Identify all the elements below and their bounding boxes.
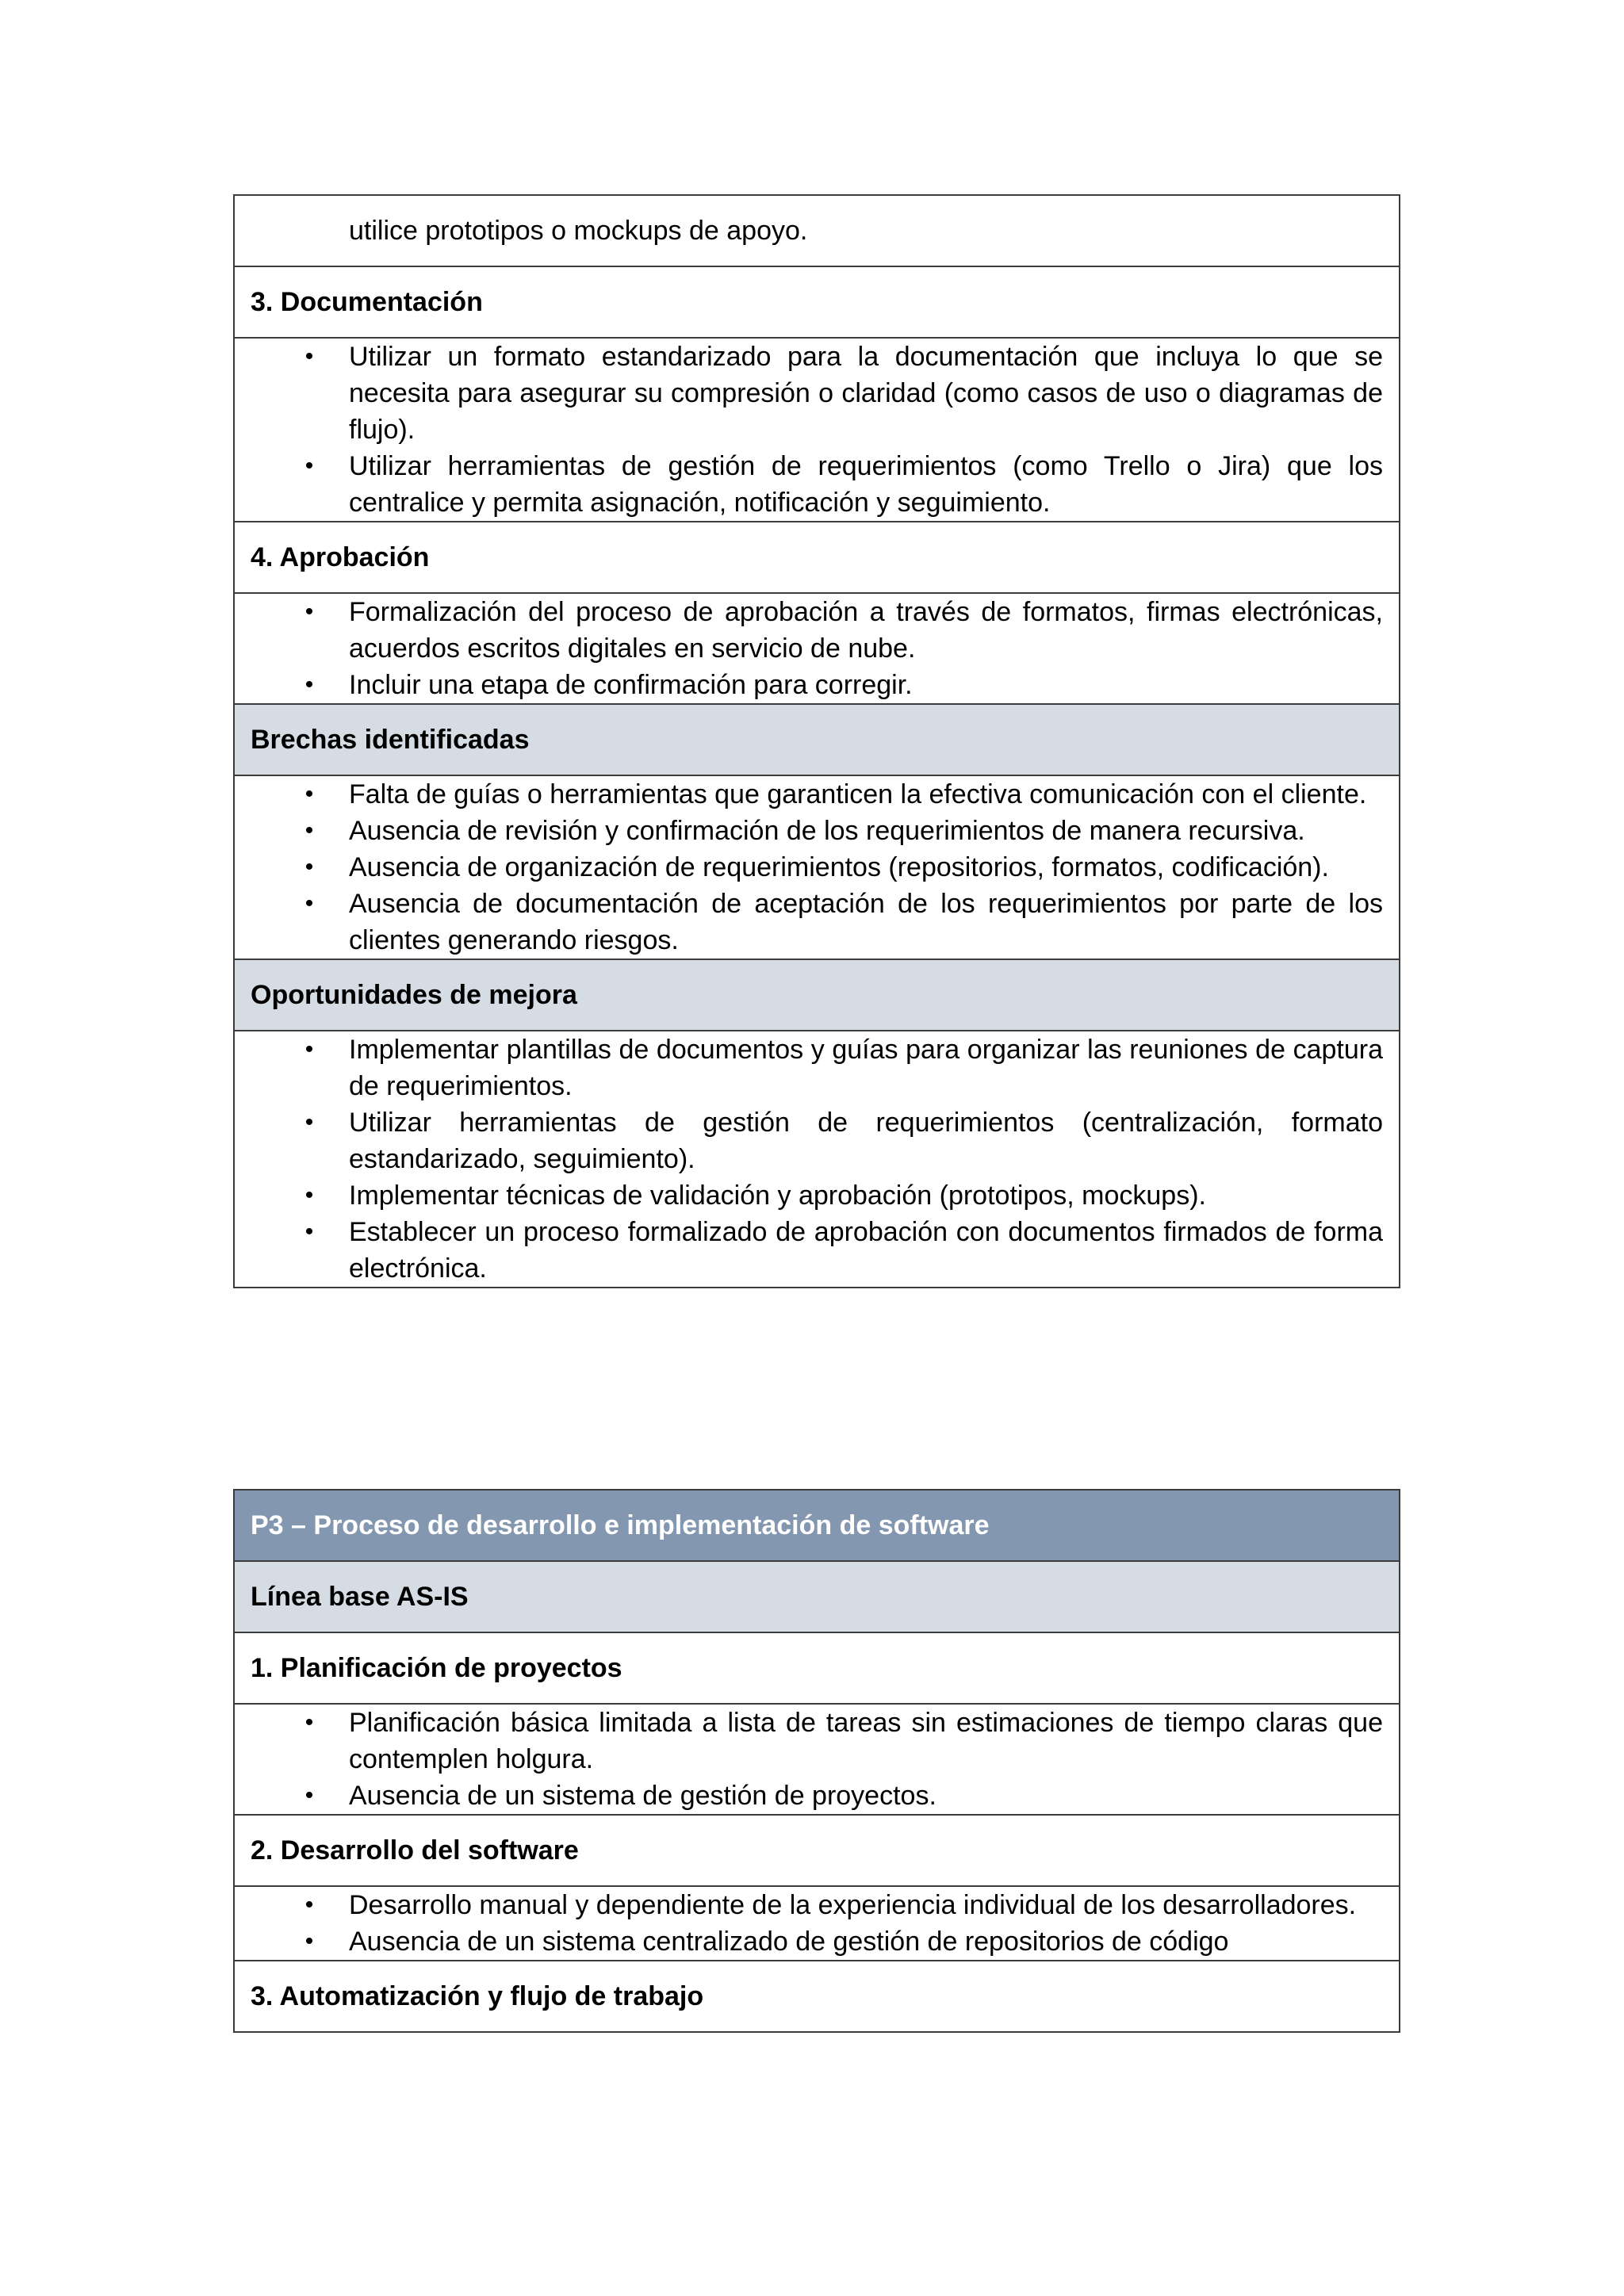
- list-item-text: Falta de guías o herramientas que garanticen la efectiva comunicación con el cliente.: [349, 779, 1367, 809]
- list-item-text: Establecer un proceso formalizado de aprobación con documentos firmados de forma electrónica.: [349, 1217, 1383, 1284]
- table-row: [234, 522, 1400, 593]
- list-item-text: Ausencia de organización de requerimientos (repositorios, formatos, codificación).: [349, 852, 1329, 882]
- list-item: [251, 1923, 1383, 1960]
- table-row: [234, 775, 1400, 959]
- list-item-text: Ausencia de un sistema centralizado de gestión de repositorios de código: [349, 1927, 1229, 1957]
- bullet-icon: •: [304, 817, 314, 844]
- table-row: [234, 1815, 1400, 1886]
- list-item: [251, 849, 1383, 886]
- list-item-text: Planificación básica limitada a lista de tareas sin estimaciones de tiempo claras que contemplen holgura.: [349, 1708, 1383, 1774]
- bullet-list: [251, 594, 1383, 703]
- bullet-list: [251, 1887, 1383, 1960]
- list-item: [251, 594, 1383, 667]
- section-heading-planificacion: 1. Planificación de proyectos: [234, 1632, 1400, 1704]
- list-item: [251, 813, 1383, 849]
- list-item-text: Implementar técnicas de validación y aprobación (prototipos, mockups).: [349, 1181, 1206, 1211]
- section-heading-oportunidades: Oportunidades de mejora: [234, 959, 1400, 1031]
- list-item: [251, 667, 1383, 703]
- table-row: [234, 338, 1400, 522]
- bullet-icon: •: [304, 1709, 314, 1735]
- bullet-icon: •: [304, 1892, 314, 1918]
- list-item-text: Formalización del proceso de aprobación a través de formatos, firmas electrónicas, acuerdos escritos digitales en servicio de nube.: [349, 597, 1383, 664]
- bullet-icon: •: [304, 1782, 314, 1808]
- list-item: [251, 1214, 1383, 1287]
- list-item-text: Ausencia de revisión y confirmación de los requerimientos de manera recursiva.: [349, 816, 1305, 846]
- section-heading-aprobacion: 4. Aprobación: [234, 522, 1400, 593]
- table-row: [234, 1704, 1400, 1815]
- bullet-icon: •: [304, 854, 314, 880]
- table-title: P3 – Proceso de desarrollo e implementación de software: [234, 1490, 1400, 1561]
- table-row: [234, 1886, 1400, 1961]
- bullet-icon: •: [304, 453, 314, 479]
- continuation-text: utilice prototipos o mockups de apoyo.: [349, 216, 808, 246]
- table-row: [234, 1490, 1400, 1561]
- baseline-heading: Línea base AS-IS: [234, 1561, 1400, 1632]
- bullet-icon: •: [304, 890, 314, 916]
- bullet-icon: •: [304, 1109, 314, 1135]
- list-item-text: Ausencia de documentación de aceptación de los requerimientos por parte de los clientes generando riesgos.: [349, 889, 1383, 955]
- table-row: [234, 704, 1400, 775]
- bullet-icon: •: [304, 672, 314, 698]
- list-item: [251, 1177, 1383, 1214]
- bullet-list: [251, 339, 1383, 521]
- bullet-icon: •: [304, 781, 314, 807]
- list-item-text: Incluir una etapa de confirmación para corregir.: [349, 670, 913, 700]
- table-row: [234, 959, 1400, 1031]
- list-item: [251, 339, 1383, 448]
- process-table-p2-continuation: [233, 194, 1400, 1288]
- bullet-icon: •: [304, 599, 314, 625]
- section-heading-desarrollo: 2. Desarrollo del software: [234, 1815, 1400, 1886]
- list-item-text: Utilizar herramientas de gestión de requerimientos (como Trello o Jira) que los centralice y permita asignación, notificación y seguimiento.: [349, 451, 1383, 518]
- list-item: [251, 1705, 1383, 1777]
- bullet-icon: •: [304, 1036, 314, 1062]
- bullet-icon: •: [304, 1182, 314, 1208]
- table-row: [234, 593, 1400, 704]
- list-item: [251, 776, 1383, 813]
- bullet-icon: •: [304, 1219, 314, 1245]
- table-row: [234, 195, 1400, 266]
- list-item-text: Ausencia de un sistema de gestión de proyectos.: [349, 1781, 936, 1811]
- list-item-text: Desarrollo manual y dependiente de la experiencia individual de los desarrolladores.: [349, 1890, 1357, 1920]
- list-item: [251, 1031, 1383, 1104]
- table-row: [234, 1031, 1400, 1288]
- section-body-documentacion: [234, 338, 1400, 522]
- section-heading-documentacion: 3. Documentación: [234, 266, 1400, 338]
- section-body-planificacion: [234, 1704, 1400, 1815]
- section-body-oportunidades: [234, 1031, 1400, 1288]
- table-row: [234, 1561, 1400, 1632]
- list-item: [251, 886, 1383, 959]
- section-body-brechas: [234, 775, 1400, 959]
- table-row: [234, 1961, 1400, 2032]
- section-body-aprobacion: [234, 593, 1400, 704]
- section-heading-automatizacion: 3. Automatización y flujo de trabajo: [234, 1961, 1400, 2032]
- continuation-cell: [234, 195, 1400, 266]
- section-heading-brechas: Brechas identificadas: [234, 704, 1400, 775]
- table-row: [234, 1632, 1400, 1704]
- section-body-desarrollo: [234, 1886, 1400, 1961]
- bullet-icon: •: [304, 343, 314, 369]
- list-item: [251, 1887, 1383, 1923]
- bullet-list: [251, 1705, 1383, 1814]
- list-item-text: Utilizar un formato estandarizado para la documentación que incluya lo que se necesita para asegurar su compresión o claridad (como casos de uso o diagramas de flujo).: [349, 342, 1383, 445]
- list-item-text: Utilizar herramientas de gestión de requerimientos (centralización, formato estandarizado, seguimiento).: [349, 1108, 1383, 1174]
- list-item: [251, 1104, 1383, 1177]
- bullet-icon: •: [304, 1928, 314, 1954]
- list-item-text: Implementar plantillas de documentos y guías para organizar las reuniones de captura de requerimientos.: [349, 1035, 1383, 1101]
- bullet-list: [251, 776, 1383, 959]
- process-table-p3: [233, 1489, 1400, 2033]
- list-item: [251, 448, 1383, 521]
- bullet-list: [251, 1031, 1383, 1287]
- table-row: [234, 266, 1400, 338]
- list-item: [251, 1777, 1383, 1814]
